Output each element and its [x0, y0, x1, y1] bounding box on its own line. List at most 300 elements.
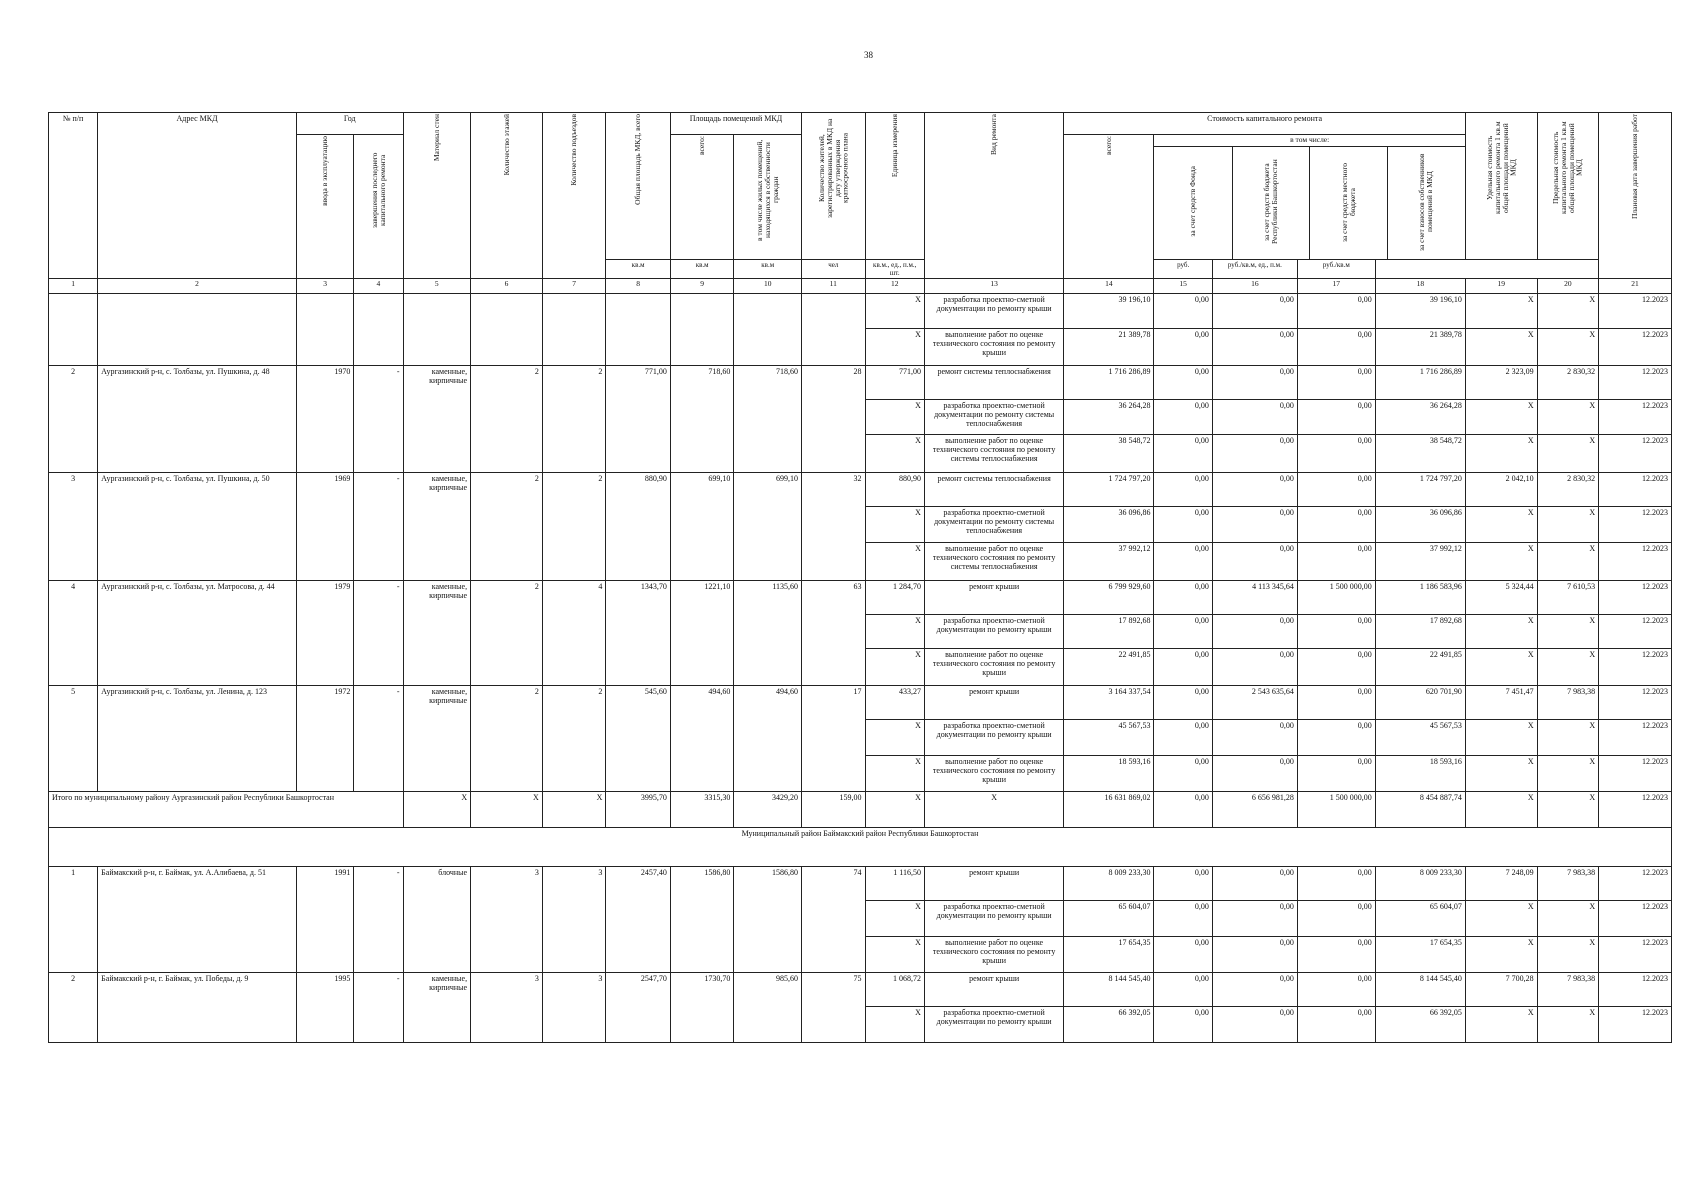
cell-cost-total: 21 389,78: [1064, 328, 1154, 365]
cell-cost-total: 6 799 929,60: [1064, 580, 1154, 614]
cell-max-cost: X: [1537, 648, 1598, 685]
header-total-area: Общая площадь МКД, всего: [606, 113, 671, 260]
cell-entrances: 2: [542, 685, 606, 791]
cell-rb: 0,00: [1212, 936, 1297, 972]
header-rb: за счет средств бюджета Республики Башкортостан: [1232, 147, 1310, 259]
col-number: 21: [1599, 278, 1672, 293]
cell-work-type: выполнение работ по оценке технического состояния по ремонту крыши: [924, 328, 1063, 365]
cell-total-area: 2457,40: [606, 866, 671, 972]
cell-rb: 2 543 635,64: [1212, 685, 1297, 719]
cell-rb: 0,00: [1212, 648, 1297, 685]
header-residents: Количество жителей, зарегистрированных в МКД на дату утверждения краткосрочного плана: [802, 113, 866, 260]
cell-work-type: разработка проектно-сметной документации по ремонту крыши: [924, 1006, 1063, 1042]
cell-cost-total: 37 992,12: [1064, 542, 1154, 580]
col-number: 2: [98, 278, 297, 293]
cell-entrances: 2: [542, 472, 606, 580]
cell-floors: 2: [471, 365, 543, 472]
total-owned: 3429,20: [734, 791, 802, 827]
col-number: 12: [865, 278, 924, 293]
unit-area: кв.м: [670, 259, 734, 278]
col-number: 10: [734, 278, 802, 293]
header-premises-group: Площадь помещений МКД: [670, 113, 801, 135]
cell-unit: 433,27: [865, 685, 924, 719]
cell-material: блочные: [403, 866, 471, 972]
header-premises-owned: в том числе жилых помещений, находящихся в собственности граждан: [734, 135, 802, 260]
total-label: Итого по муниципальному району Аургазинский район Республики Башкортостан: [49, 791, 404, 827]
cell-unit-cost: X: [1465, 614, 1537, 648]
cell-date: 12.2023: [1599, 972, 1672, 1006]
cell-unit: 1 116,50: [865, 866, 924, 900]
cell-residents: 32: [802, 472, 866, 580]
cell-unit-cost: X: [1465, 755, 1537, 791]
cell-date: 12.2023: [1599, 648, 1672, 685]
cell-date: 12.2023: [1599, 685, 1672, 719]
header-address: Адрес МКД: [98, 113, 297, 279]
table-row: [49, 293, 1672, 328]
total-owners: 8 454 887,74: [1375, 791, 1465, 827]
cell-unit-cost: 7 248,09: [1465, 866, 1537, 900]
cell-address: [98, 293, 297, 365]
cell-unit: X: [865, 1006, 924, 1042]
cell-owned: 1586,80: [734, 866, 802, 972]
col-number: 9: [670, 278, 734, 293]
cell-work-type: выполнение работ по оценке технического состояния по ремонту крыши: [924, 648, 1063, 685]
cell-address: Баймакский р-н, г. Баймак, ул. А.Алибаева, д. 51: [98, 866, 297, 972]
cell-unit: 880,90: [865, 472, 924, 506]
cell-unit-cost: X: [1465, 719, 1537, 755]
cell-max-cost: X: [1537, 755, 1598, 791]
col-number: 7: [542, 278, 606, 293]
cell-rb: 0,00: [1212, 972, 1297, 1006]
cell-last-repair: -: [354, 472, 403, 580]
cell-year: 1969: [296, 472, 353, 580]
cell-unit-cost: X: [1465, 900, 1537, 936]
cell-work-type: разработка проектно-сметной документации по ремонту крыши: [924, 719, 1063, 755]
cell-local: 0,00: [1297, 972, 1375, 1006]
cell-fund: 0,00: [1154, 328, 1212, 365]
col-number: 14: [1064, 278, 1154, 293]
header-num: № п/п: [49, 113, 98, 279]
header-year-commission: ввода в эксплуатацию: [296, 135, 353, 279]
cell-unit: X: [865, 936, 924, 972]
cell-unit-cost: 2 323,09: [1465, 365, 1537, 399]
cell-unit: X: [865, 328, 924, 365]
cell-owners: 18 593,16: [1375, 755, 1465, 791]
cell-date: 12.2023: [1599, 755, 1672, 791]
cell-year: 1995: [296, 972, 353, 1042]
cell-fund: 0,00: [1154, 685, 1212, 719]
cell-owners: 8 009 233,30: [1375, 866, 1465, 900]
header-year-group: Год: [296, 113, 403, 135]
col-number: 8: [606, 278, 671, 293]
header-row-1: [49, 113, 1672, 135]
cell-num: 4: [49, 580, 98, 685]
cell-rb: 0,00: [1212, 900, 1297, 936]
cell-fund: 0,00: [1154, 936, 1212, 972]
header-owners: за счет взносов собственников помещений в МКД: [1417, 152, 1435, 251]
cell-local: 0,00: [1297, 399, 1375, 434]
cell-cost-total: 3 164 337,54: [1064, 685, 1154, 719]
cell-fund: 0,00: [1154, 542, 1212, 580]
cell-unit: 771,00: [865, 365, 924, 399]
cell-rb: 0,00: [1212, 399, 1297, 434]
cell-owners: 45 567,53: [1375, 719, 1465, 755]
cell-owners: 17 892,68: [1375, 614, 1465, 648]
cell-unit-cost: X: [1465, 648, 1537, 685]
cell-material: каменные, кирпичные: [403, 365, 471, 472]
cell-cost-total: 18 593,16: [1064, 755, 1154, 791]
col-number: 1: [49, 278, 98, 293]
cell-date: 12.2023: [1599, 542, 1672, 580]
col-number: 3: [296, 278, 353, 293]
cell-unit: X: [865, 293, 924, 328]
cell-work-type: выполнение работ по оценке технического состояния по ремонту крыши: [924, 936, 1063, 972]
cell-owners: 620 701,90: [1375, 685, 1465, 719]
cell-work-type: ремонт системы теплоснабжения: [924, 365, 1063, 399]
cell-date: 12.2023: [1599, 293, 1672, 328]
cell-entrances: 3: [542, 972, 606, 1042]
cell-address: Баймакский р-н, г. Баймак, ул. Победы, д. 9: [98, 972, 297, 1042]
cell-unit-cost: X: [1465, 293, 1537, 328]
cell-owned: 699,10: [734, 472, 802, 580]
col-number: 18: [1375, 278, 1465, 293]
total-cost: 16 631 869,02: [1064, 791, 1154, 827]
header-local: за счет средств местного бюджета: [1310, 147, 1388, 259]
cell-total-area: 2547,70: [606, 972, 671, 1042]
table-row: [49, 365, 1672, 399]
cell-date: 12.2023: [1599, 580, 1672, 614]
cell-unit: X: [865, 434, 924, 472]
header-unit-cost: Удельная стоимость капитального ремонта 1 кв.м общей площади помещений МКД: [1465, 113, 1537, 260]
table-row: [49, 866, 1672, 900]
cell-fund: 0,00: [1154, 365, 1212, 399]
cell-max-cost: X: [1537, 399, 1598, 434]
cell-work-type: разработка проектно-сметной документации по ремонту крыши: [924, 900, 1063, 936]
header-floors: Количество этажей: [471, 113, 543, 279]
cell-local: 0,00: [1297, 506, 1375, 542]
cell-owners: 36 096,86: [1375, 506, 1465, 542]
header-plan-date: Плановая дата завершения работ: [1599, 113, 1672, 279]
cell-fund: 0,00: [1154, 648, 1212, 685]
cell-entrances: 3: [542, 866, 606, 972]
cell-unit: X: [865, 614, 924, 648]
cell-max-cost: X: [1537, 614, 1598, 648]
cell-max-cost: X: [1537, 506, 1598, 542]
cell-local: 0,00: [1297, 614, 1375, 648]
cell-max-cost: 2 830,32: [1537, 472, 1598, 506]
header-entrances: Количество подъездов: [542, 113, 606, 279]
cell-premises: 494,60: [670, 685, 734, 791]
cell-cost-total: 17 654,35: [1064, 936, 1154, 972]
cell-unit-cost: X: [1465, 542, 1537, 580]
cell-residents: 75: [802, 972, 866, 1042]
cell-num: 2: [49, 365, 98, 472]
total-area: 3995,70: [606, 791, 671, 827]
cell-owners: 37 992,12: [1375, 542, 1465, 580]
cell-unit-cost: 7 451,47: [1465, 685, 1537, 719]
cell-cost-total: 22 491,85: [1064, 648, 1154, 685]
unit-measure: кв.м., ед., п.м., шт.: [865, 259, 924, 278]
cell-unit: 1 284,70: [865, 580, 924, 614]
cell-fund: 0,00: [1154, 472, 1212, 506]
header-unit: Единица измерения: [865, 113, 924, 260]
header-year-last-repair: завершения последнего капитального ремонта: [354, 135, 403, 279]
cell-rb: 0,00: [1212, 472, 1297, 506]
cell-premises: 699,10: [670, 472, 734, 580]
cell-unit-cost: X: [1465, 399, 1537, 434]
cell-cost-total: 36 264,28: [1064, 399, 1154, 434]
cell-owned: 1135,60: [734, 580, 802, 685]
cell-date: 12.2023: [1599, 399, 1672, 434]
cell-material: каменные, кирпичные: [403, 972, 471, 1042]
cell-premises: 1586,80: [670, 866, 734, 972]
cell-work-type: выполнение работ по оценке технического состояния по ремонту системы теплоснабжения: [924, 434, 1063, 472]
cell-max-cost: X: [1537, 936, 1598, 972]
cell-owners: 65 604,07: [1375, 900, 1465, 936]
cell-local: 0,00: [1297, 755, 1375, 791]
cell-owners: 8 144 545,40: [1375, 972, 1465, 1006]
cell-unit-cost: X: [1465, 506, 1537, 542]
cell-rb: 0,00: [1212, 614, 1297, 648]
cell-fund: 0,00: [1154, 1006, 1212, 1042]
cell-work-type: разработка проектно-сметной документации по ремонту системы теплоснабжения: [924, 506, 1063, 542]
cell-cost-total: 1 716 286,89: [1064, 365, 1154, 399]
cell-total-area: 545,60: [606, 685, 671, 791]
col-number: 17: [1297, 278, 1375, 293]
cell-cost-total: 65 604,07: [1064, 900, 1154, 936]
cell-floors: 3: [471, 972, 543, 1042]
cell-local: 0,00: [1297, 685, 1375, 719]
cell-rb: 0,00: [1212, 1006, 1297, 1042]
col-number: 4: [354, 278, 403, 293]
cell-unit-cost: X: [1465, 936, 1537, 972]
cell-local: 0,00: [1297, 900, 1375, 936]
total-fund: 0,00: [1154, 791, 1212, 827]
cell-unit-cost: X: [1465, 434, 1537, 472]
cell-date: 12.2023: [1599, 472, 1672, 506]
page-number: 38: [864, 50, 873, 60]
col-number: 6: [471, 278, 543, 293]
cell-local: 0,00: [1297, 472, 1375, 506]
cell-local: 0,00: [1297, 719, 1375, 755]
cell-address: Аургазинский р-н, с. Толбазы, ул. Пушкина, д. 48: [98, 365, 297, 472]
cell-owners: 21 389,78: [1375, 328, 1465, 365]
cell-max-cost: X: [1537, 328, 1598, 365]
cell-unit: X: [865, 719, 924, 755]
total-row: [49, 791, 1672, 827]
header-max-cost: Предельная стоимость капитального ремонта 1 кв.м общей площади помещений МКД: [1537, 113, 1598, 260]
cell-max-cost: 7 983,38: [1537, 685, 1598, 719]
cell-rb: 0,00: [1212, 755, 1297, 791]
total-local: 1 500 000,00: [1297, 791, 1375, 827]
cell-cost-total: 39 196,10: [1064, 293, 1154, 328]
col-number: 20: [1537, 278, 1598, 293]
cell-fund: 0,00: [1154, 614, 1212, 648]
cell-year: 1970: [296, 365, 353, 472]
cell-fund: 0,00: [1154, 719, 1212, 755]
cell-date: 12.2023: [1599, 614, 1672, 648]
cell-max-cost: X: [1537, 542, 1598, 580]
cell-entrances: 2: [542, 365, 606, 472]
cell-owners: 17 654,35: [1375, 936, 1465, 972]
header-fund: за счет средств Фонда: [1154, 147, 1232, 259]
cell-year: 1979: [296, 580, 353, 685]
cell-address: Аургазинский р-н, с. Толбазы, ул. Ленина, д. 123: [98, 685, 297, 791]
cell-owned: 494,60: [734, 685, 802, 791]
cell-year: 1991: [296, 866, 353, 972]
header-premises-total: всего:: [670, 135, 734, 260]
cell-cost-total: 66 392,05: [1064, 1006, 1154, 1042]
cell-material: каменные, кирпичные: [403, 580, 471, 685]
col-number: 5: [403, 278, 471, 293]
header-cost-total: всего:: [1064, 135, 1154, 279]
unit-rub-per: руб./кв.м: [1297, 259, 1375, 278]
cell-residents: 28: [802, 365, 866, 472]
cell-material: каменные, кирпичные: [403, 472, 471, 580]
cell-cost-total: 36 096,86: [1064, 506, 1154, 542]
cell-date: 12.2023: [1599, 936, 1672, 972]
cell-unit: X: [865, 755, 924, 791]
cell-owners: 1 716 286,89: [1375, 365, 1465, 399]
cell-num: 3: [49, 472, 98, 580]
cell-local: 0,00: [1297, 866, 1375, 900]
cell-local: 0,00: [1297, 542, 1375, 580]
cell-date: 12.2023: [1599, 866, 1672, 900]
cell-work-type: разработка проектно-сметной документации по ремонту системы теплоснабжения: [924, 399, 1063, 434]
cell-floors: 2: [471, 685, 543, 791]
table-row: [49, 472, 1672, 506]
cell-cost-total: 17 892,68: [1064, 614, 1154, 648]
cell-fund: 0,00: [1154, 866, 1212, 900]
cell-rb: 0,00: [1212, 434, 1297, 472]
cell-residents: 17: [802, 685, 866, 791]
cell-max-cost: 2 830,32: [1537, 365, 1598, 399]
cell-rb: 0,00: [1212, 542, 1297, 580]
cell-floors: 2: [471, 472, 543, 580]
cell-premises: 1730,70: [670, 972, 734, 1042]
cell-local: 1 500 000,00: [1297, 580, 1375, 614]
cell-material: каменные, кирпичные: [403, 685, 471, 791]
cell-total-area: 880,90: [606, 472, 671, 580]
cell-rb: 4 113 345,64: [1212, 580, 1297, 614]
section-title: Муниципальный район Баймакский район Республики Башкортостан: [49, 827, 1672, 866]
cell-unit: X: [865, 399, 924, 434]
total-unit: X: [865, 791, 924, 827]
unit-rub: руб.: [1154, 259, 1212, 278]
cell-floors: 3: [471, 866, 543, 972]
cell-date: 12.2023: [1599, 900, 1672, 936]
cell-residents: 74: [802, 866, 866, 972]
cell-work-type: выполнение работ по оценке технического состояния по ремонту крыши: [924, 755, 1063, 791]
cell-rb: 0,00: [1212, 719, 1297, 755]
cell-work-type: ремонт крыши: [924, 580, 1063, 614]
cell-unit-cost: 2 042,10: [1465, 472, 1537, 506]
cell-rb: 0,00: [1212, 365, 1297, 399]
cell-owners: 66 392,05: [1375, 1006, 1465, 1042]
unit-area: кв.м: [606, 259, 671, 278]
cell-unit: 1 068,72: [865, 972, 924, 1006]
cell-work-type: ремонт крыши: [924, 685, 1063, 719]
cell-owned: 718,60: [734, 365, 802, 472]
cell-local: 0,00: [1297, 434, 1375, 472]
cell-year: 1972: [296, 685, 353, 791]
cell-work-type: ремонт крыши: [924, 972, 1063, 1006]
cell-owners: 1 724 797,20: [1375, 472, 1465, 506]
table-row: [49, 580, 1672, 614]
total-max-cost: X: [1537, 791, 1598, 827]
cell-work-type: ремонт крыши: [924, 866, 1063, 900]
cell-fund: 0,00: [1154, 506, 1212, 542]
cell-local: 0,00: [1297, 365, 1375, 399]
cell-max-cost: 7 610,53: [1537, 580, 1598, 614]
cell-max-cost: X: [1537, 719, 1598, 755]
cell-last-repair: -: [354, 866, 403, 972]
cell-max-cost: X: [1537, 900, 1598, 936]
unit-people: чел: [802, 259, 866, 278]
total-premises: 3315,30: [670, 791, 734, 827]
cell-rb: 0,00: [1212, 328, 1297, 365]
cell-date: 12.2023: [1599, 328, 1672, 365]
cell-date: 12.2023: [1599, 506, 1672, 542]
cell-unit: X: [865, 542, 924, 580]
cell-work-type: выполнение работ по оценке технического состояния по ремонту системы теплоснабжения: [924, 542, 1063, 580]
cell-date: 12.2023: [1599, 365, 1672, 399]
cell-num: 5: [49, 685, 98, 791]
col-number: 16: [1212, 278, 1297, 293]
cell-owners: 36 264,28: [1375, 399, 1465, 434]
header-cost-group: Стоимость капитального ремонта: [1064, 113, 1466, 135]
cell-unit-cost: X: [1465, 328, 1537, 365]
cell-residents: 63: [802, 580, 866, 685]
cell-fund: 0,00: [1154, 755, 1212, 791]
total-material: X: [403, 791, 471, 827]
cell-total-area: 771,00: [606, 365, 671, 472]
header-work-type: Вид ремонта: [924, 113, 1063, 279]
cell-total-area: 1343,70: [606, 580, 671, 685]
cell-local: 0,00: [1297, 648, 1375, 685]
cell-date: 12.2023: [1599, 434, 1672, 472]
cell-unit: X: [865, 900, 924, 936]
cell-local: 0,00: [1297, 936, 1375, 972]
cell-rb: 0,00: [1212, 293, 1297, 328]
cell-rb: 0,00: [1212, 506, 1297, 542]
unit-area: кв.м: [734, 259, 802, 278]
total-floors: X: [471, 791, 543, 827]
section-row: [49, 827, 1672, 866]
header-incl-block: [1154, 135, 1465, 260]
cell-cost-total: 45 567,53: [1064, 719, 1154, 755]
cell-entrances: 4: [542, 580, 606, 685]
cell-address: Аургазинский р-н, с. Толбазы, ул. Пушкина, д. 50: [98, 472, 297, 580]
cell-last-repair: -: [354, 685, 403, 791]
col-number: 15: [1154, 278, 1212, 293]
capital-repair-table: [48, 112, 1672, 1043]
cell-fund: 0,00: [1154, 900, 1212, 936]
cell-premises: 718,60: [670, 365, 734, 472]
cell-cost-total: 8 009 233,30: [1064, 866, 1154, 900]
cell-max-cost: X: [1537, 434, 1598, 472]
total-rb: 6 656 981,28: [1212, 791, 1297, 827]
cell-owners: 22 491,85: [1375, 648, 1465, 685]
cell-num: [49, 293, 98, 365]
cell-floors: 2: [471, 580, 543, 685]
cell-cost-total: 1 724 797,20: [1064, 472, 1154, 506]
cell-local: 0,00: [1297, 328, 1375, 365]
cell-work-type: ремонт системы теплоснабжения: [924, 472, 1063, 506]
cell-fund: 0,00: [1154, 972, 1212, 1006]
cell-fund: 0,00: [1154, 434, 1212, 472]
cell-unit-cost: 5 324,44: [1465, 580, 1537, 614]
